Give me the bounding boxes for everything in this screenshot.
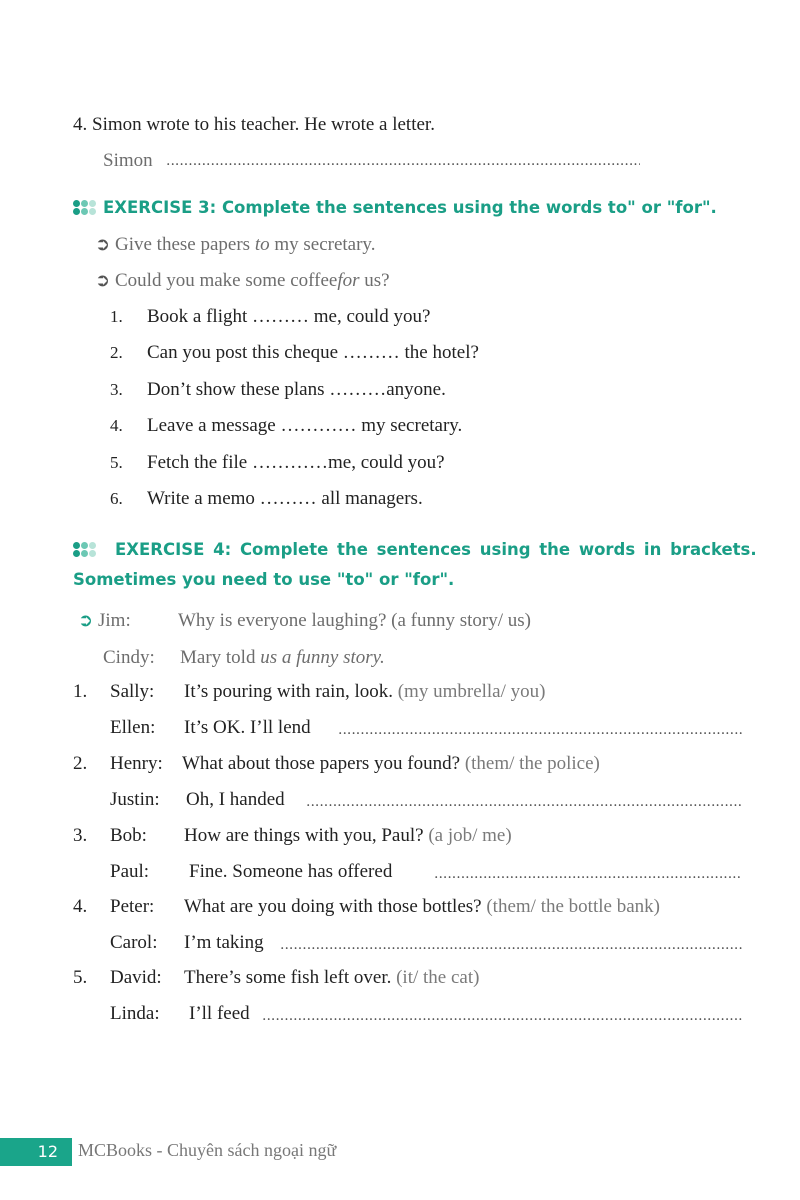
ex4-example-line-1: ➲ Jim: Why is everyone laughing? (a funny story/ us) — [78, 610, 531, 631]
ex4-item-3-line-1: 3. Bob: How are things with you, Paul? (a job/ me) — [73, 825, 512, 846]
section-dots-icon — [73, 542, 97, 558]
ex4-example-line-2: Cindy: Mary told us a funny story. — [103, 647, 385, 668]
ex3-item: 1. Book a flight ……… me, could you? — [110, 306, 431, 327]
ex4-item-4-line-1: 4. Peter: What are you doing with those bottles? (them/ the bottle bank) — [73, 896, 660, 917]
arrow-icon: ➲ — [95, 270, 111, 290]
answer-line[interactable] — [166, 149, 640, 173]
answer-line[interactable] — [434, 862, 742, 886]
ex3-item: 2. Can you post this cheque ……… the hotel? — [110, 342, 479, 363]
ex4-item-2-line-2: Justin: Oh, I handed — [110, 789, 285, 810]
answer-line[interactable] — [338, 718, 742, 742]
exercise-4-subtitle: Sometimes you need to use "to" or "for". — [73, 570, 455, 589]
question-4: 4. Simon wrote to his teacher. He wrote a letter. — [73, 114, 435, 135]
footer-publisher: MCBooks - Chuyên sách ngoại ngữ — [78, 1140, 337, 1160]
exercise-3-title: EXERCISE 3: Complete the sentences using the words to" or "for". — [103, 198, 717, 217]
section-dots-icon — [73, 200, 97, 216]
ex4-item-5-line-2: Linda: I’ll feed — [110, 1003, 250, 1024]
ex3-item: 4. Leave a message ………… my secretary. — [110, 415, 463, 436]
answer-label: Simon — [103, 150, 153, 171]
arrow-icon: ➲ — [78, 610, 94, 630]
arrow-icon: ➲ — [95, 234, 111, 254]
ex4-item-3-line-2: Paul: Fine. Someone has offered — [110, 861, 393, 882]
ex3-item: 6. Write a memo ……… all managers. — [110, 488, 423, 509]
exercise-4-title: EXERCISE 4: Complete the sentences using the words in brackets. — [115, 540, 757, 559]
ex4-item-5-line-1: 5. David: There’s some fish left over. (it/ the cat) — [73, 967, 480, 988]
page-number: 12 — [37, 1142, 58, 1161]
ex3-item: 5. Fetch the file …………me, could you? — [110, 452, 445, 473]
answer-line[interactable] — [262, 1004, 742, 1028]
answer-line[interactable] — [280, 933, 742, 957]
ex4-item-1-line-2: Ellen: It’s OK. I’ll lend — [110, 717, 311, 738]
example-1: ➲ Give these papers to my secretary. — [95, 234, 376, 255]
ex3-item: 3. Don’t show these plans ………anyone. — [110, 379, 446, 400]
answer-line[interactable] — [306, 790, 742, 814]
page-number-box — [0, 1138, 72, 1166]
ex4-item-4-line-2: Carol: I’m taking — [110, 932, 264, 953]
ex4-item-2-line-1: 2. Henry: What about those papers you found? (them/ the police) — [73, 753, 600, 774]
ex4-item-1-line-1: 1. Sally: It’s pouring with rain, look. (my umbrella/ you) — [73, 681, 546, 702]
example-2: ➲ Could you make some coffeefor us? — [95, 270, 390, 291]
